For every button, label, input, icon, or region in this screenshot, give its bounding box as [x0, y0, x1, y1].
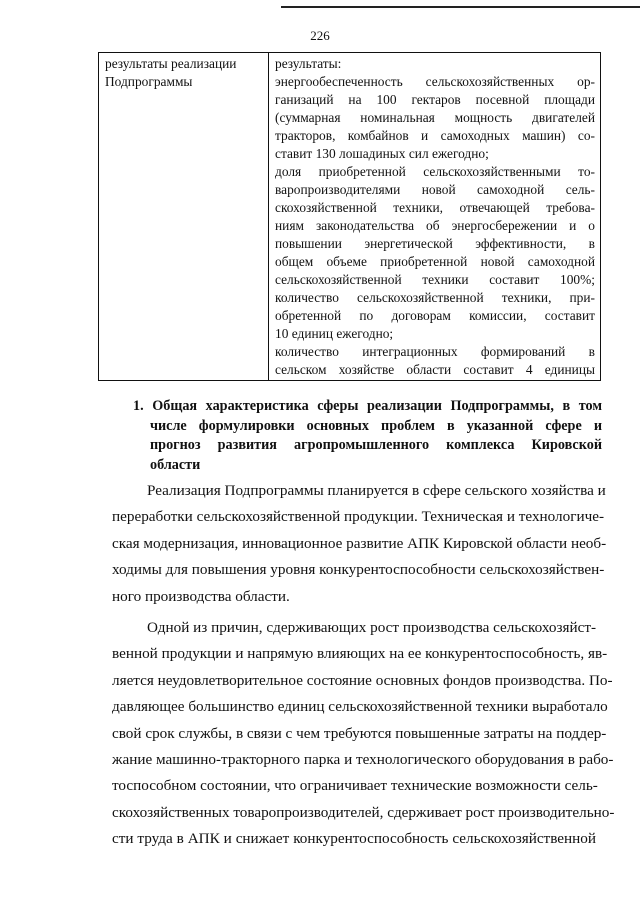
results-table	[98, 52, 601, 381]
paragraph-line: давляющее большинство единиц сельскохозяйственной техники выработало	[112, 698, 608, 716]
table-label-line: результаты реализации	[105, 56, 237, 71]
paragraph-line: жание машинно-тракторного парка и технологического оборудования в рабо-	[112, 751, 614, 769]
table-value-line: сельскохозяйственной техники составит 100%;	[275, 272, 595, 287]
paragraph-line: ляется неудовлетворительное состояние основных фондов производства. По-	[112, 671, 613, 689]
heading-line: числе формулировки основных проблем в указанной сфере и	[150, 417, 602, 434]
section-heading	[133, 397, 602, 475]
table-label-line: Подпрограммы	[105, 74, 193, 89]
heading-line: прогноз развития агропромышленного комплекса Кировской	[150, 437, 602, 453]
paragraph	[112, 478, 607, 610]
heading-line: области	[150, 456, 201, 473]
page-number: 226	[310, 28, 330, 43]
table-value-line: варопроизводителями новой самоходной сель-	[275, 182, 595, 197]
paragraph-line: ская модернизация, инновационное развитие АПК Кировской области необ-	[112, 534, 607, 552]
table-value-line: 10 единиц ежегодно;	[275, 326, 394, 341]
paragraph-line: тоспособном состоянии, что ограничивает технические возможности сель-	[112, 777, 598, 795]
paragraph-line: сти труда в АПК и снижает конкурентоспособность сельскохозяйственной	[112, 830, 596, 848]
paragraph-line: свой срок службы, в связи с чем требуются повышенные затраты на поддер-	[112, 724, 607, 742]
table-value-line: тракторов, комбайнов и самоходных машин) со-	[275, 128, 595, 143]
table-value-line: количество сельскохозяйственной техники, при-	[275, 290, 595, 305]
table-value-line: доля приобретенной сельскохозяйственными то-	[275, 164, 595, 179]
paragraph-line: Реализация Подпрограммы планируется в сфере сельского хозяйства и	[147, 482, 606, 499]
paragraph-line: венной продукции и напрямую влияющих на ее конкурентоспособность, яв-	[112, 645, 608, 663]
table-value-line: повышении энергетической эффективности, в	[275, 236, 595, 251]
header-rule	[281, 6, 640, 8]
table-value-line: энергообеспеченность сельскохозяйственных ор-	[275, 74, 595, 89]
table-value-line: обретенной по договорам комиссии, составит	[275, 308, 595, 323]
table-value-line: количество интеграционных формирований в	[275, 344, 595, 359]
table-label-cell	[99, 53, 269, 381]
paragraph	[112, 615, 615, 853]
table-row	[99, 53, 601, 381]
table-value-cell	[269, 53, 601, 381]
paragraph-line: переработки сельскохозяйственной продукции. Техническая и технологиче-	[112, 508, 605, 526]
table-value-line: (суммарная номинальная мощность двигателей	[275, 110, 595, 125]
paragraph-line: Одной из причин, сдерживающих рост производства сельскохозяйст-	[147, 619, 597, 637]
table-value-line: сельском хозяйстве области составит 4 единицы	[275, 362, 595, 377]
table-value-line: результаты:	[275, 56, 342, 71]
paragraph-line: ного производства области.	[112, 587, 290, 605]
heading-line: 1. Общая характеристика сферы реализации Подпрограммы, в том	[133, 398, 602, 414]
table-value-line: ставит 130 лошадиных сил ежегодно;	[275, 146, 489, 161]
paragraph-line: скохозяйственных товаропроизводителей, сдерживает рост производительно-	[112, 803, 615, 821]
paragraph-line: ходимы для повышения уровня конкурентоспособности сельскохозяйствен-	[112, 561, 605, 579]
table-value-line: скохозяйственной техники, отвечающей требова-	[275, 200, 595, 215]
body-text	[112, 478, 615, 853]
table-value-line: ганизаций на 100 гектаров посевной площади	[275, 92, 595, 107]
table-value-line: ниям законодательства об энергосбережении и о	[275, 218, 595, 233]
table-value-line: общем объеме приобретенной новой самоходной	[275, 254, 595, 269]
